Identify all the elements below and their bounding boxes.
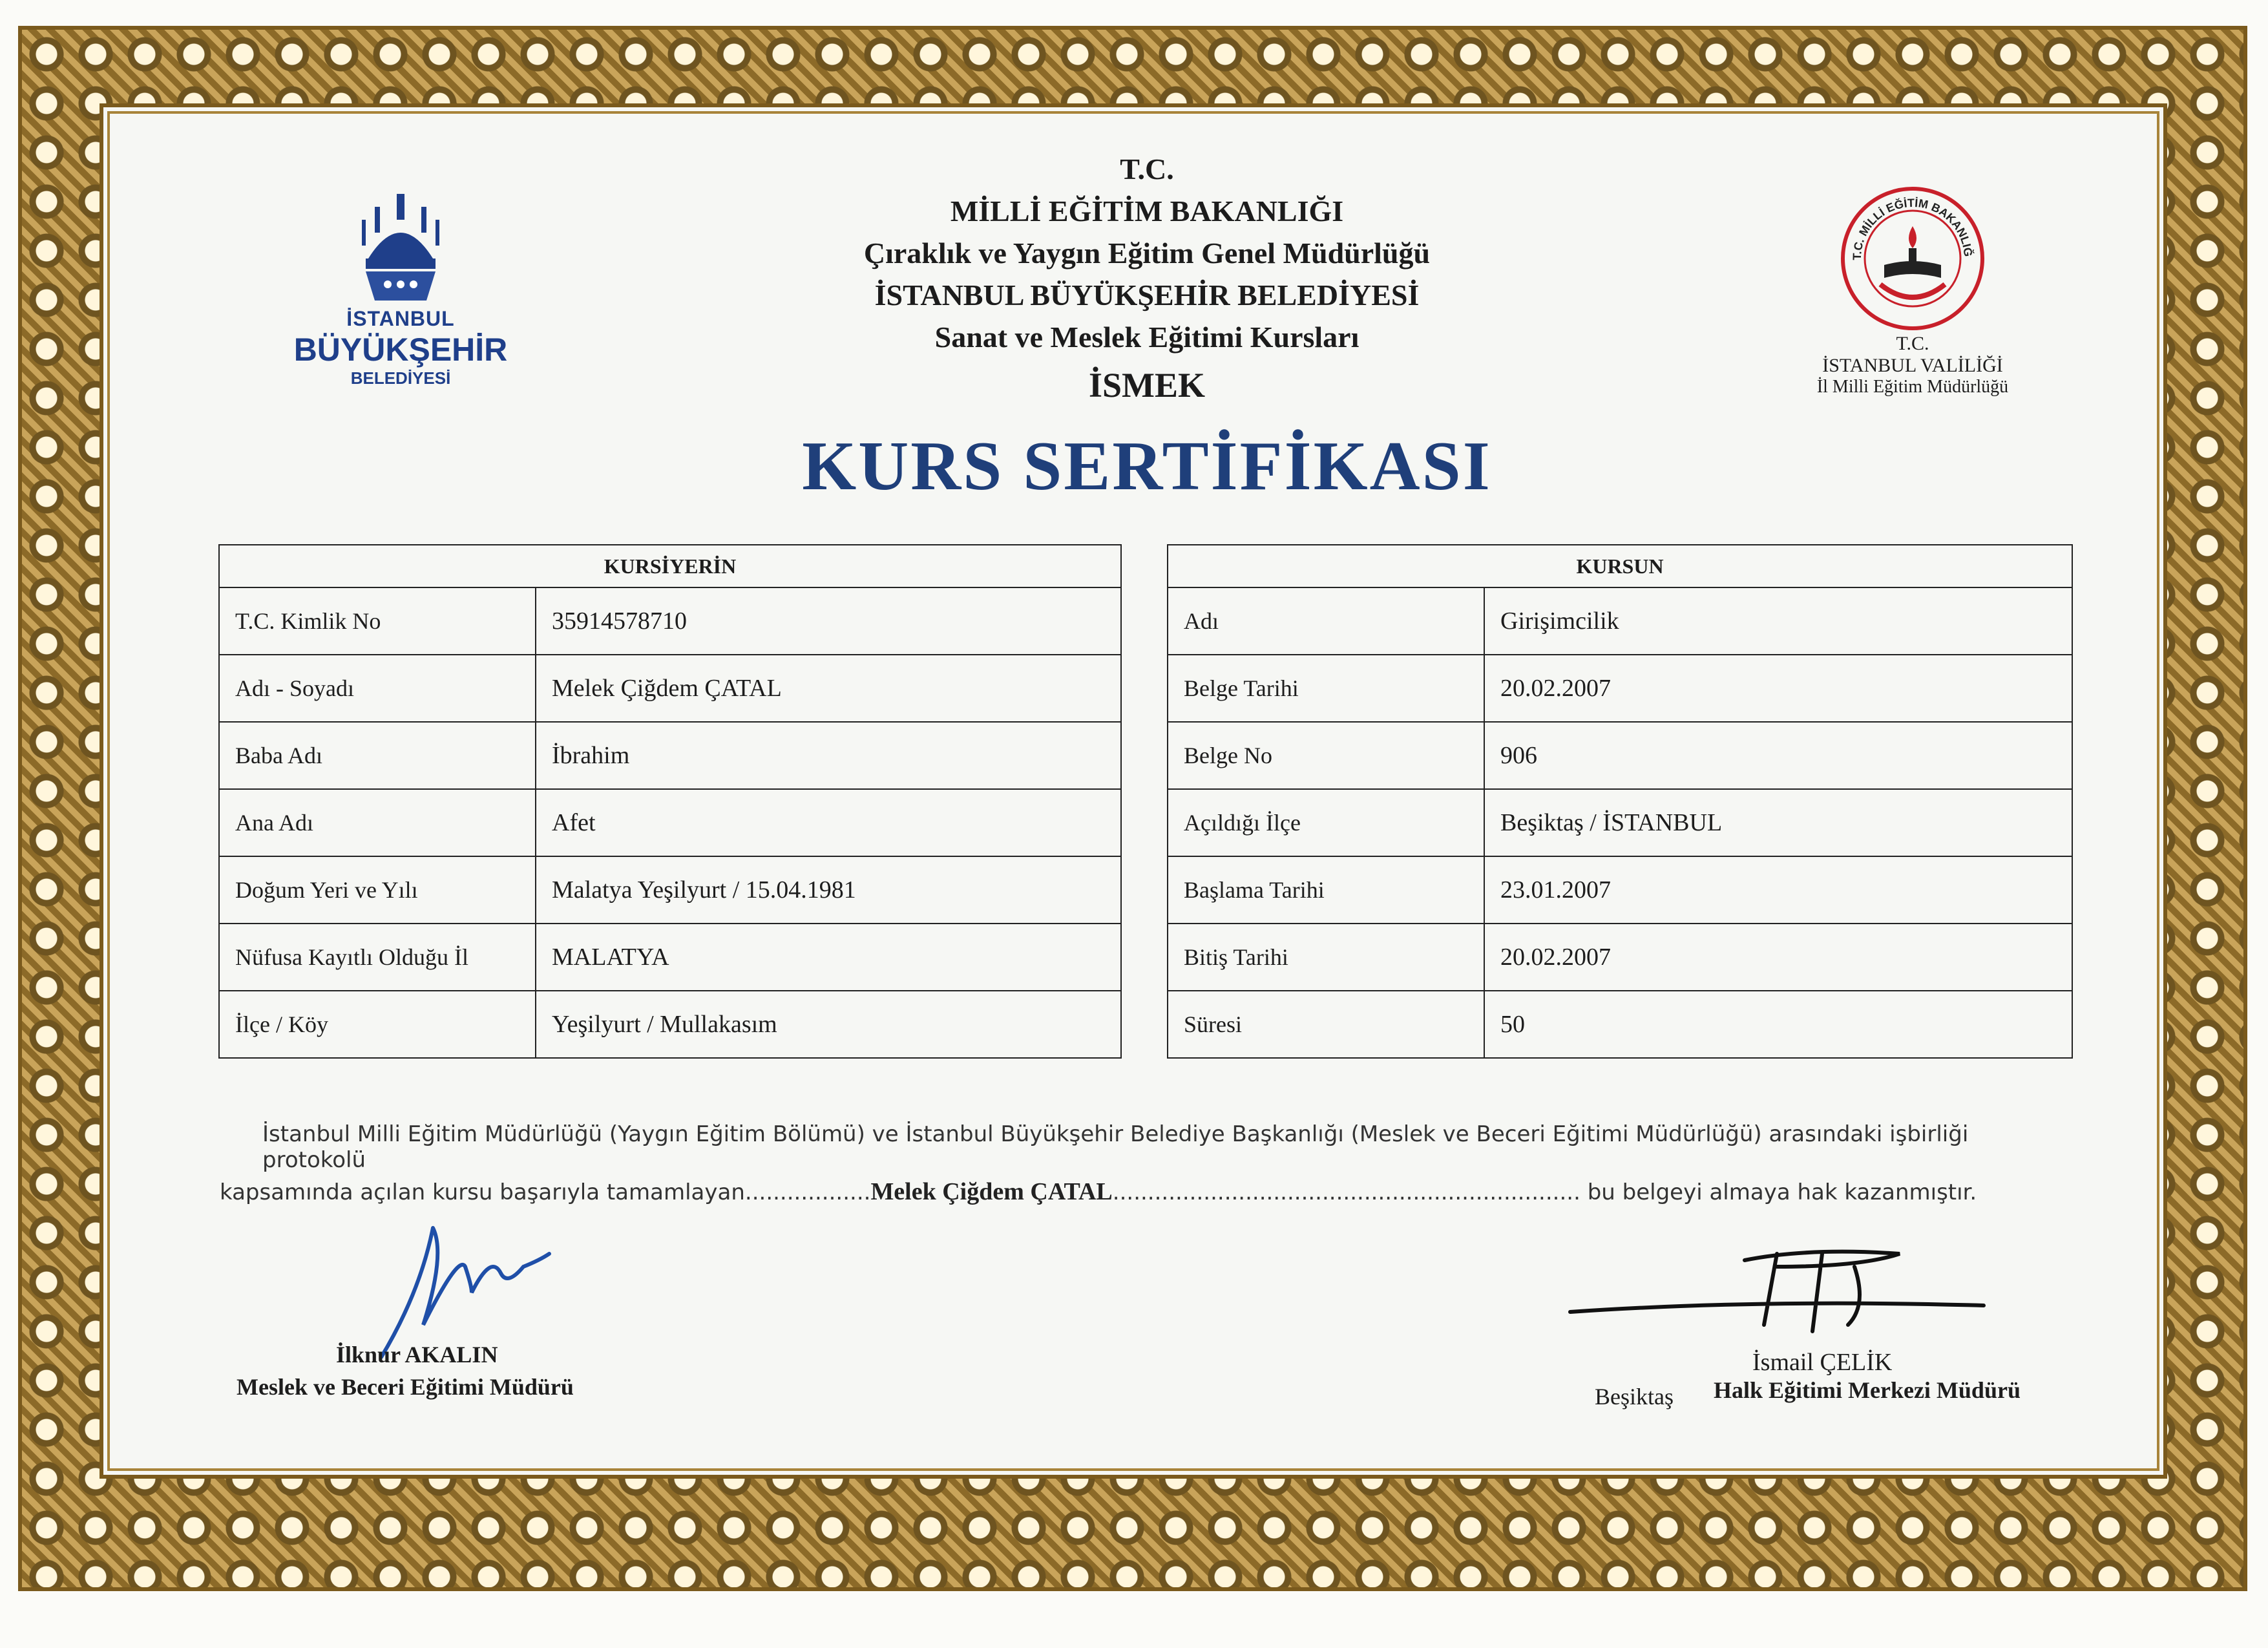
table-row: Adı Girişimcilik (1168, 587, 2072, 655)
meb-tc: T.C. (1896, 333, 1929, 354)
table-row: Baba Adı İbrahim (219, 722, 1121, 789)
mosque-emblem-icon (349, 194, 452, 304)
table-row: Belge Tarihi 20.02.2007 (1168, 655, 2072, 722)
meb-logo (1790, 181, 2035, 397)
ibb-logo (278, 194, 523, 388)
header-municipality: İSTANBUL BÜYÜKŞEHİR BELEDİYESİ (874, 279, 1420, 312)
table-row: Ana Adı Afet (219, 789, 1121, 856)
left-signatory-name: İlknur AKALIN (336, 1342, 498, 1368)
page-title: KURS SERTİFİKASI (802, 428, 1492, 505)
table-row: T.C. Kimlik No 35914578710 (219, 587, 1121, 655)
logo-text-istanbul: İSTANBUL (346, 307, 455, 330)
course-table-heading: KURSUN (1168, 545, 2072, 587)
statement-line-1: İstanbul Milli Eğitim Müdürlüğü (Yaygın Eğitim Bölümü) ve İstanbul Büyükşehir Belediye Başkanlığı (Meslek ve Beceri Eğitimi Müdürlüğü) arasındaki işbirliği protokolü (262, 1121, 1969, 1173)
table-row: Açıldığı İlçe Beşiktaş / İSTANBUL (1168, 789, 2072, 856)
table-row: Doğum Yeri ve Yılı Malatya Yeşilyurt / 15.04.1981 (219, 856, 1121, 924)
meb-emblem-icon (1835, 181, 1990, 336)
meb-directorate: İl Milli Eğitim Müdürlüğü (1816, 377, 2009, 397)
table-row: Bitiş Tarihi 20.02.2007 (1168, 924, 2072, 991)
header-tc: T.C. (1120, 153, 1174, 185)
right-signature-icon (1564, 1228, 2016, 1344)
recipient-name: Melek Çiğdem ÇATAL (870, 1178, 1113, 1205)
trainee-table (218, 544, 1122, 1059)
statement-line-2: kapsamında açılan kursu başarıyla tamamlayan..................Melek Çiğdem ÇATAL................................................................... bu belgeyi almaya hak kazanmıştır. (220, 1178, 1977, 1205)
table-row: Süresi 50 (1168, 991, 2072, 1058)
header-directorate: Çıraklık ve Yaygın Eğitim Genel Müdürlüğü (863, 237, 1431, 269)
left-signatory-title: Meslek ve Beceri Eğitimi Müdürü (236, 1374, 574, 1400)
course-table (1167, 544, 2073, 1059)
right-signatory-place: Beşiktaş (1595, 1384, 1674, 1410)
logo-text-belediyesi: BELEDİYESİ (350, 368, 451, 388)
table-row: Belge No 906 (1168, 722, 2072, 789)
trainee-table-heading: KURSİYERİN (219, 545, 1121, 587)
header-ministry: MİLLİ EĞİTİM BAKANLIĞI (950, 195, 1344, 227)
meb-valilik: İSTANBUL VALİLİĞİ (1822, 355, 2003, 376)
logo-text-buyuksehir: BÜYÜKŞEHİR (293, 332, 508, 368)
right-signatory-name: İsmail ÇELİK (1752, 1349, 1893, 1376)
svg-text:T.C. MİLLİ EĞİTİM BAKANLIĞI: T.C. MİLLİ EĞİTİM BAKANLIĞ (1850, 196, 1975, 260)
header-ismek: İSMEK (1088, 366, 1206, 405)
table-row: Başlama Tarihi 23.01.2007 (1168, 856, 2072, 924)
header-courses: Sanat ve Meslek Eğitimi Kursları (934, 321, 1360, 354)
table-row: Adı - Soyadı Melek Çiğdem ÇATAL (219, 655, 1121, 722)
right-signatory-title: Halk Eğitimi Merkezi Müdürü (1714, 1377, 2021, 1403)
table-row: İlçe / Köy Yeşilyurt / Mullakasım (219, 991, 1121, 1058)
table-row: Nüfusa Kayıtlı Olduğu İl MALATYA (219, 924, 1121, 991)
